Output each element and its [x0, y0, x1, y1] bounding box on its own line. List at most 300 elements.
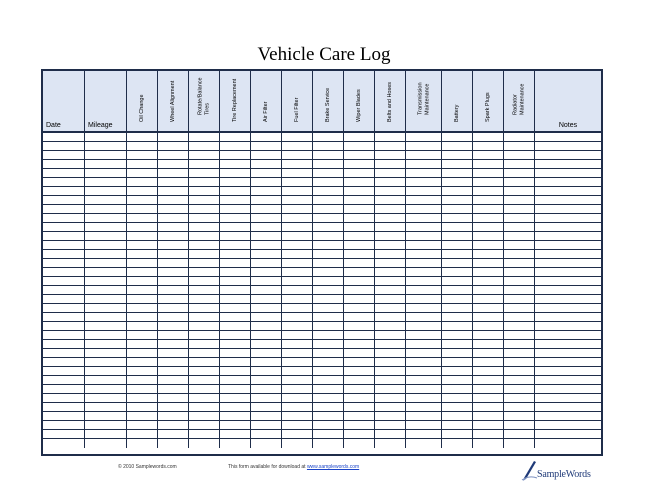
table-cell-notes[interactable] — [535, 250, 601, 259]
table-cell-tire-replacement[interactable] — [220, 376, 251, 385]
table-cell-belts-and-hoses[interactable] — [375, 358, 406, 367]
table-cell-brake-service[interactable] — [313, 241, 344, 250]
table-cell-brake-service[interactable] — [313, 169, 344, 178]
table-cell-radiator-maintenance[interactable] — [504, 322, 535, 331]
table-cell-oil-change[interactable] — [127, 439, 158, 448]
table-cell-tire-replacement[interactable] — [220, 178, 251, 187]
table-cell-fuel-filter[interactable] — [282, 169, 313, 178]
table-cell-transmission-maintenance[interactable] — [406, 412, 442, 421]
table-cell-wheel-alignment[interactable] — [158, 151, 189, 160]
table-cell-fuel-filter[interactable] — [282, 142, 313, 151]
table-cell-date[interactable] — [43, 232, 85, 241]
table-cell-fuel-filter[interactable] — [282, 232, 313, 241]
table-cell-date[interactable] — [43, 286, 85, 295]
table-cell-fuel-filter[interactable] — [282, 214, 313, 223]
table-cell-radiator-maintenance[interactable] — [504, 412, 535, 421]
table-cell-fuel-filter[interactable] — [282, 205, 313, 214]
table-cell-date[interactable] — [43, 241, 85, 250]
table-cell-tire-replacement[interactable] — [220, 385, 251, 394]
table-cell-air-filter[interactable] — [251, 295, 282, 304]
table-cell-radiator-maintenance[interactable] — [504, 205, 535, 214]
table-cell-wiper-blades[interactable] — [344, 385, 375, 394]
table-cell-oil-change[interactable] — [127, 187, 158, 196]
table-cell-spark-plugs[interactable] — [473, 187, 504, 196]
table-cell-battery[interactable] — [442, 214, 473, 223]
table-cell-brake-service[interactable] — [313, 358, 344, 367]
table-cell-battery[interactable] — [442, 187, 473, 196]
table-cell-wiper-blades[interactable] — [344, 304, 375, 313]
table-cell-air-filter[interactable] — [251, 331, 282, 340]
table-cell-tire-replacement[interactable] — [220, 241, 251, 250]
table-cell-transmission-maintenance[interactable] — [406, 232, 442, 241]
table-cell-rotate-balance-tires[interactable] — [189, 178, 220, 187]
table-cell-air-filter[interactable] — [251, 205, 282, 214]
table-cell-tire-replacement[interactable] — [220, 187, 251, 196]
table-cell-oil-change[interactable] — [127, 286, 158, 295]
table-cell-date[interactable] — [43, 259, 85, 268]
table-cell-spark-plugs[interactable] — [473, 349, 504, 358]
table-cell-tire-replacement[interactable] — [220, 403, 251, 412]
table-cell-rotate-balance-tires[interactable] — [189, 142, 220, 151]
table-cell-brake-service[interactable] — [313, 439, 344, 448]
table-cell-oil-change[interactable] — [127, 277, 158, 286]
table-cell-radiator-maintenance[interactable] — [504, 160, 535, 169]
table-cell-date[interactable] — [43, 430, 85, 439]
table-cell-radiator-maintenance[interactable] — [504, 268, 535, 277]
table-cell-mileage[interactable] — [85, 304, 127, 313]
table-cell-spark-plugs[interactable] — [473, 403, 504, 412]
table-cell-air-filter[interactable] — [251, 358, 282, 367]
table-cell-brake-service[interactable] — [313, 232, 344, 241]
table-cell-oil-change[interactable] — [127, 232, 158, 241]
table-cell-fuel-filter[interactable] — [282, 277, 313, 286]
table-cell-notes[interactable] — [535, 205, 601, 214]
table-cell-belts-and-hoses[interactable] — [375, 331, 406, 340]
table-cell-radiator-maintenance[interactable] — [504, 196, 535, 205]
table-cell-belts-and-hoses[interactable] — [375, 286, 406, 295]
table-cell-air-filter[interactable] — [251, 169, 282, 178]
table-cell-belts-and-hoses[interactable] — [375, 232, 406, 241]
table-cell-radiator-maintenance[interactable] — [504, 187, 535, 196]
table-cell-notes[interactable] — [535, 151, 601, 160]
table-cell-wheel-alignment[interactable] — [158, 349, 189, 358]
table-cell-belts-and-hoses[interactable] — [375, 151, 406, 160]
table-cell-wheel-alignment[interactable] — [158, 340, 189, 349]
table-cell-tire-replacement[interactable] — [220, 268, 251, 277]
table-cell-brake-service[interactable] — [313, 349, 344, 358]
table-cell-notes[interactable] — [535, 430, 601, 439]
table-cell-spark-plugs[interactable] — [473, 151, 504, 160]
table-cell-mileage[interactable] — [85, 385, 127, 394]
table-cell-rotate-balance-tires[interactable] — [189, 169, 220, 178]
table-cell-wheel-alignment[interactable] — [158, 160, 189, 169]
table-cell-transmission-maintenance[interactable] — [406, 223, 442, 232]
table-cell-oil-change[interactable] — [127, 142, 158, 151]
table-cell-date[interactable] — [43, 313, 85, 322]
table-cell-transmission-maintenance[interactable] — [406, 385, 442, 394]
table-cell-date[interactable] — [43, 277, 85, 286]
table-cell-rotate-balance-tires[interactable] — [189, 241, 220, 250]
table-cell-notes[interactable] — [535, 358, 601, 367]
table-cell-spark-plugs[interactable] — [473, 250, 504, 259]
table-cell-fuel-filter[interactable] — [282, 412, 313, 421]
table-cell-battery[interactable] — [442, 367, 473, 376]
table-cell-date[interactable] — [43, 403, 85, 412]
table-cell-wiper-blades[interactable] — [344, 403, 375, 412]
table-cell-brake-service[interactable] — [313, 178, 344, 187]
table-cell-brake-service[interactable] — [313, 412, 344, 421]
table-cell-rotate-balance-tires[interactable] — [189, 250, 220, 259]
table-cell-tire-replacement[interactable] — [220, 169, 251, 178]
table-cell-date[interactable] — [43, 385, 85, 394]
table-cell-spark-plugs[interactable] — [473, 304, 504, 313]
table-cell-transmission-maintenance[interactable] — [406, 196, 442, 205]
table-cell-wiper-blades[interactable] — [344, 367, 375, 376]
table-cell-wiper-blades[interactable] — [344, 232, 375, 241]
table-cell-mileage[interactable] — [85, 223, 127, 232]
table-cell-notes[interactable] — [535, 412, 601, 421]
table-cell-belts-and-hoses[interactable] — [375, 304, 406, 313]
table-cell-date[interactable] — [43, 304, 85, 313]
table-cell-mileage[interactable] — [85, 376, 127, 385]
table-cell-transmission-maintenance[interactable] — [406, 268, 442, 277]
table-cell-wheel-alignment[interactable] — [158, 232, 189, 241]
table-cell-spark-plugs[interactable] — [473, 232, 504, 241]
table-cell-mileage[interactable] — [85, 196, 127, 205]
table-cell-notes[interactable] — [535, 376, 601, 385]
table-cell-belts-and-hoses[interactable] — [375, 295, 406, 304]
table-cell-air-filter[interactable] — [251, 421, 282, 430]
table-cell-mileage[interactable] — [85, 430, 127, 439]
table-cell-rotate-balance-tires[interactable] — [189, 133, 220, 142]
table-cell-wheel-alignment[interactable] — [158, 250, 189, 259]
table-cell-mileage[interactable] — [85, 358, 127, 367]
table-cell-wheel-alignment[interactable] — [158, 403, 189, 412]
table-cell-oil-change[interactable] — [127, 394, 158, 403]
table-cell-wiper-blades[interactable] — [344, 205, 375, 214]
table-cell-wheel-alignment[interactable] — [158, 241, 189, 250]
table-cell-radiator-maintenance[interactable] — [504, 439, 535, 448]
table-cell-mileage[interactable] — [85, 178, 127, 187]
table-cell-notes[interactable] — [535, 340, 601, 349]
table-cell-radiator-maintenance[interactable] — [504, 313, 535, 322]
table-cell-rotate-balance-tires[interactable] — [189, 232, 220, 241]
table-cell-spark-plugs[interactable] — [473, 286, 504, 295]
table-cell-oil-change[interactable] — [127, 250, 158, 259]
table-cell-rotate-balance-tires[interactable] — [189, 430, 220, 439]
table-cell-notes[interactable] — [535, 331, 601, 340]
table-cell-air-filter[interactable] — [251, 268, 282, 277]
table-cell-belts-and-hoses[interactable] — [375, 340, 406, 349]
table-cell-date[interactable] — [43, 160, 85, 169]
table-cell-battery[interactable] — [442, 394, 473, 403]
table-cell-radiator-maintenance[interactable] — [504, 241, 535, 250]
table-cell-brake-service[interactable] — [313, 367, 344, 376]
table-cell-battery[interactable] — [442, 169, 473, 178]
table-cell-brake-service[interactable] — [313, 133, 344, 142]
table-cell-battery[interactable] — [442, 241, 473, 250]
table-cell-brake-service[interactable] — [313, 187, 344, 196]
table-cell-transmission-maintenance[interactable] — [406, 133, 442, 142]
table-cell-wiper-blades[interactable] — [344, 439, 375, 448]
table-cell-oil-change[interactable] — [127, 349, 158, 358]
table-cell-wiper-blades[interactable] — [344, 187, 375, 196]
table-cell-brake-service[interactable] — [313, 250, 344, 259]
table-cell-transmission-maintenance[interactable] — [406, 376, 442, 385]
table-cell-wheel-alignment[interactable] — [158, 214, 189, 223]
table-cell-air-filter[interactable] — [251, 241, 282, 250]
table-cell-fuel-filter[interactable] — [282, 349, 313, 358]
table-cell-radiator-maintenance[interactable] — [504, 394, 535, 403]
table-cell-radiator-maintenance[interactable] — [504, 349, 535, 358]
table-cell-oil-change[interactable] — [127, 331, 158, 340]
table-cell-transmission-maintenance[interactable] — [406, 277, 442, 286]
table-cell-wheel-alignment[interactable] — [158, 322, 189, 331]
table-cell-transmission-maintenance[interactable] — [406, 430, 442, 439]
table-cell-tire-replacement[interactable] — [220, 142, 251, 151]
table-cell-mileage[interactable] — [85, 133, 127, 142]
table-cell-transmission-maintenance[interactable] — [406, 322, 442, 331]
table-cell-rotate-balance-tires[interactable] — [189, 295, 220, 304]
table-cell-date[interactable] — [43, 295, 85, 304]
table-cell-notes[interactable] — [535, 133, 601, 142]
table-cell-date[interactable] — [43, 268, 85, 277]
table-cell-tire-replacement[interactable] — [220, 205, 251, 214]
table-cell-fuel-filter[interactable] — [282, 439, 313, 448]
table-cell-wiper-blades[interactable] — [344, 196, 375, 205]
table-cell-date[interactable] — [43, 214, 85, 223]
table-cell-mileage[interactable] — [85, 340, 127, 349]
table-cell-spark-plugs[interactable] — [473, 295, 504, 304]
table-cell-mileage[interactable] — [85, 205, 127, 214]
table-cell-date[interactable] — [43, 439, 85, 448]
table-cell-wheel-alignment[interactable] — [158, 358, 189, 367]
table-cell-rotate-balance-tires[interactable] — [189, 394, 220, 403]
table-cell-battery[interactable] — [442, 340, 473, 349]
table-cell-wheel-alignment[interactable] — [158, 187, 189, 196]
table-cell-oil-change[interactable] — [127, 412, 158, 421]
table-cell-notes[interactable] — [535, 385, 601, 394]
table-cell-notes[interactable] — [535, 421, 601, 430]
table-cell-wheel-alignment[interactable] — [158, 178, 189, 187]
table-cell-air-filter[interactable] — [251, 196, 282, 205]
table-cell-spark-plugs[interactable] — [473, 142, 504, 151]
table-cell-date[interactable] — [43, 394, 85, 403]
table-cell-notes[interactable] — [535, 394, 601, 403]
table-cell-brake-service[interactable] — [313, 286, 344, 295]
table-cell-battery[interactable] — [442, 295, 473, 304]
table-cell-oil-change[interactable] — [127, 268, 158, 277]
table-cell-tire-replacement[interactable] — [220, 421, 251, 430]
table-cell-radiator-maintenance[interactable] — [504, 178, 535, 187]
table-cell-rotate-balance-tires[interactable] — [189, 385, 220, 394]
table-cell-battery[interactable] — [442, 331, 473, 340]
table-cell-brake-service[interactable] — [313, 322, 344, 331]
table-cell-spark-plugs[interactable] — [473, 268, 504, 277]
table-cell-transmission-maintenance[interactable] — [406, 340, 442, 349]
table-cell-wiper-blades[interactable] — [344, 151, 375, 160]
table-cell-wiper-blades[interactable] — [344, 277, 375, 286]
table-cell-spark-plugs[interactable] — [473, 421, 504, 430]
table-cell-rotate-balance-tires[interactable] — [189, 205, 220, 214]
table-cell-oil-change[interactable] — [127, 313, 158, 322]
table-cell-mileage[interactable] — [85, 142, 127, 151]
table-cell-mileage[interactable] — [85, 412, 127, 421]
table-cell-oil-change[interactable] — [127, 169, 158, 178]
table-cell-wheel-alignment[interactable] — [158, 286, 189, 295]
table-cell-belts-and-hoses[interactable] — [375, 349, 406, 358]
table-cell-fuel-filter[interactable] — [282, 241, 313, 250]
table-cell-belts-and-hoses[interactable] — [375, 169, 406, 178]
table-cell-mileage[interactable] — [85, 439, 127, 448]
table-cell-oil-change[interactable] — [127, 430, 158, 439]
table-cell-brake-service[interactable] — [313, 430, 344, 439]
table-cell-battery[interactable] — [442, 439, 473, 448]
table-cell-radiator-maintenance[interactable] — [504, 286, 535, 295]
table-cell-oil-change[interactable] — [127, 295, 158, 304]
table-cell-fuel-filter[interactable] — [282, 178, 313, 187]
table-cell-rotate-balance-tires[interactable] — [189, 277, 220, 286]
table-cell-spark-plugs[interactable] — [473, 430, 504, 439]
table-cell-spark-plugs[interactable] — [473, 394, 504, 403]
table-cell-notes[interactable] — [535, 304, 601, 313]
table-cell-tire-replacement[interactable] — [220, 295, 251, 304]
table-cell-battery[interactable] — [442, 385, 473, 394]
table-cell-date[interactable] — [43, 205, 85, 214]
table-cell-belts-and-hoses[interactable] — [375, 250, 406, 259]
table-cell-air-filter[interactable] — [251, 394, 282, 403]
table-cell-notes[interactable] — [535, 349, 601, 358]
download-link[interactable]: www.samplewords.com — [306, 464, 360, 470]
table-cell-radiator-maintenance[interactable] — [504, 295, 535, 304]
table-cell-transmission-maintenance[interactable] — [406, 295, 442, 304]
table-cell-wheel-alignment[interactable] — [158, 196, 189, 205]
table-cell-spark-plugs[interactable] — [473, 358, 504, 367]
table-cell-rotate-balance-tires[interactable] — [189, 412, 220, 421]
table-cell-belts-and-hoses[interactable] — [375, 214, 406, 223]
table-cell-belts-and-hoses[interactable] — [375, 322, 406, 331]
table-cell-radiator-maintenance[interactable] — [504, 430, 535, 439]
table-cell-tire-replacement[interactable] — [220, 439, 251, 448]
table-cell-transmission-maintenance[interactable] — [406, 331, 442, 340]
table-cell-tire-replacement[interactable] — [220, 286, 251, 295]
table-cell-tire-replacement[interactable] — [220, 151, 251, 160]
table-cell-oil-change[interactable] — [127, 205, 158, 214]
table-cell-transmission-maintenance[interactable] — [406, 178, 442, 187]
table-cell-radiator-maintenance[interactable] — [504, 331, 535, 340]
table-cell-spark-plugs[interactable] — [473, 322, 504, 331]
table-cell-spark-plugs[interactable] — [473, 367, 504, 376]
table-cell-transmission-maintenance[interactable] — [406, 421, 442, 430]
table-cell-rotate-balance-tires[interactable] — [189, 313, 220, 322]
table-cell-rotate-balance-tires[interactable] — [189, 376, 220, 385]
table-cell-wiper-blades[interactable] — [344, 169, 375, 178]
table-cell-notes[interactable] — [535, 259, 601, 268]
table-cell-air-filter[interactable] — [251, 412, 282, 421]
table-cell-radiator-maintenance[interactable] — [504, 385, 535, 394]
table-cell-spark-plugs[interactable] — [473, 439, 504, 448]
table-cell-fuel-filter[interactable] — [282, 367, 313, 376]
table-cell-notes[interactable] — [535, 142, 601, 151]
table-cell-wheel-alignment[interactable] — [158, 259, 189, 268]
table-cell-rotate-balance-tires[interactable] — [189, 349, 220, 358]
table-cell-wiper-blades[interactable] — [344, 430, 375, 439]
table-cell-rotate-balance-tires[interactable] — [189, 358, 220, 367]
table-cell-battery[interactable] — [442, 430, 473, 439]
table-cell-mileage[interactable] — [85, 151, 127, 160]
table-cell-belts-and-hoses[interactable] — [375, 268, 406, 277]
table-cell-spark-plugs[interactable] — [473, 313, 504, 322]
table-cell-wiper-blades[interactable] — [344, 394, 375, 403]
table-cell-spark-plugs[interactable] — [473, 214, 504, 223]
table-cell-tire-replacement[interactable] — [220, 367, 251, 376]
table-cell-mileage[interactable] — [85, 286, 127, 295]
table-cell-radiator-maintenance[interactable] — [504, 358, 535, 367]
table-cell-wheel-alignment[interactable] — [158, 331, 189, 340]
table-cell-belts-and-hoses[interactable] — [375, 367, 406, 376]
table-cell-mileage[interactable] — [85, 232, 127, 241]
table-cell-battery[interactable] — [442, 205, 473, 214]
table-cell-battery[interactable] — [442, 313, 473, 322]
table-cell-wheel-alignment[interactable] — [158, 295, 189, 304]
table-cell-air-filter[interactable] — [251, 376, 282, 385]
table-cell-air-filter[interactable] — [251, 349, 282, 358]
table-cell-brake-service[interactable] — [313, 277, 344, 286]
table-cell-belts-and-hoses[interactable] — [375, 241, 406, 250]
table-cell-wheel-alignment[interactable] — [158, 412, 189, 421]
table-cell-transmission-maintenance[interactable] — [406, 358, 442, 367]
table-cell-air-filter[interactable] — [251, 313, 282, 322]
table-cell-belts-and-hoses[interactable] — [375, 421, 406, 430]
table-cell-date[interactable] — [43, 169, 85, 178]
table-cell-date[interactable] — [43, 250, 85, 259]
table-cell-oil-change[interactable] — [127, 178, 158, 187]
table-cell-brake-service[interactable] — [313, 223, 344, 232]
table-cell-oil-change[interactable] — [127, 421, 158, 430]
table-cell-fuel-filter[interactable] — [282, 304, 313, 313]
table-cell-air-filter[interactable] — [251, 160, 282, 169]
table-cell-rotate-balance-tires[interactable] — [189, 268, 220, 277]
table-cell-radiator-maintenance[interactable] — [504, 376, 535, 385]
table-cell-tire-replacement[interactable] — [220, 412, 251, 421]
table-cell-oil-change[interactable] — [127, 214, 158, 223]
table-cell-belts-and-hoses[interactable] — [375, 223, 406, 232]
table-cell-notes[interactable] — [535, 403, 601, 412]
table-cell-belts-and-hoses[interactable] — [375, 412, 406, 421]
table-cell-belts-and-hoses[interactable] — [375, 259, 406, 268]
table-cell-tire-replacement[interactable] — [220, 214, 251, 223]
table-cell-tire-replacement[interactable] — [220, 349, 251, 358]
table-cell-air-filter[interactable] — [251, 439, 282, 448]
table-cell-fuel-filter[interactable] — [282, 322, 313, 331]
table-cell-mileage[interactable] — [85, 421, 127, 430]
table-cell-air-filter[interactable] — [251, 403, 282, 412]
table-cell-wiper-blades[interactable] — [344, 295, 375, 304]
table-cell-radiator-maintenance[interactable] — [504, 403, 535, 412]
table-cell-rotate-balance-tires[interactable] — [189, 421, 220, 430]
table-cell-belts-and-hoses[interactable] — [375, 196, 406, 205]
table-cell-brake-service[interactable] — [313, 268, 344, 277]
table-cell-battery[interactable] — [442, 223, 473, 232]
table-cell-fuel-filter[interactable] — [282, 376, 313, 385]
table-cell-date[interactable] — [43, 322, 85, 331]
table-cell-brake-service[interactable] — [313, 421, 344, 430]
table-cell-spark-plugs[interactable] — [473, 169, 504, 178]
table-cell-wheel-alignment[interactable] — [158, 142, 189, 151]
table-cell-wheel-alignment[interactable] — [158, 376, 189, 385]
table-cell-mileage[interactable] — [85, 160, 127, 169]
table-cell-battery[interactable] — [442, 196, 473, 205]
